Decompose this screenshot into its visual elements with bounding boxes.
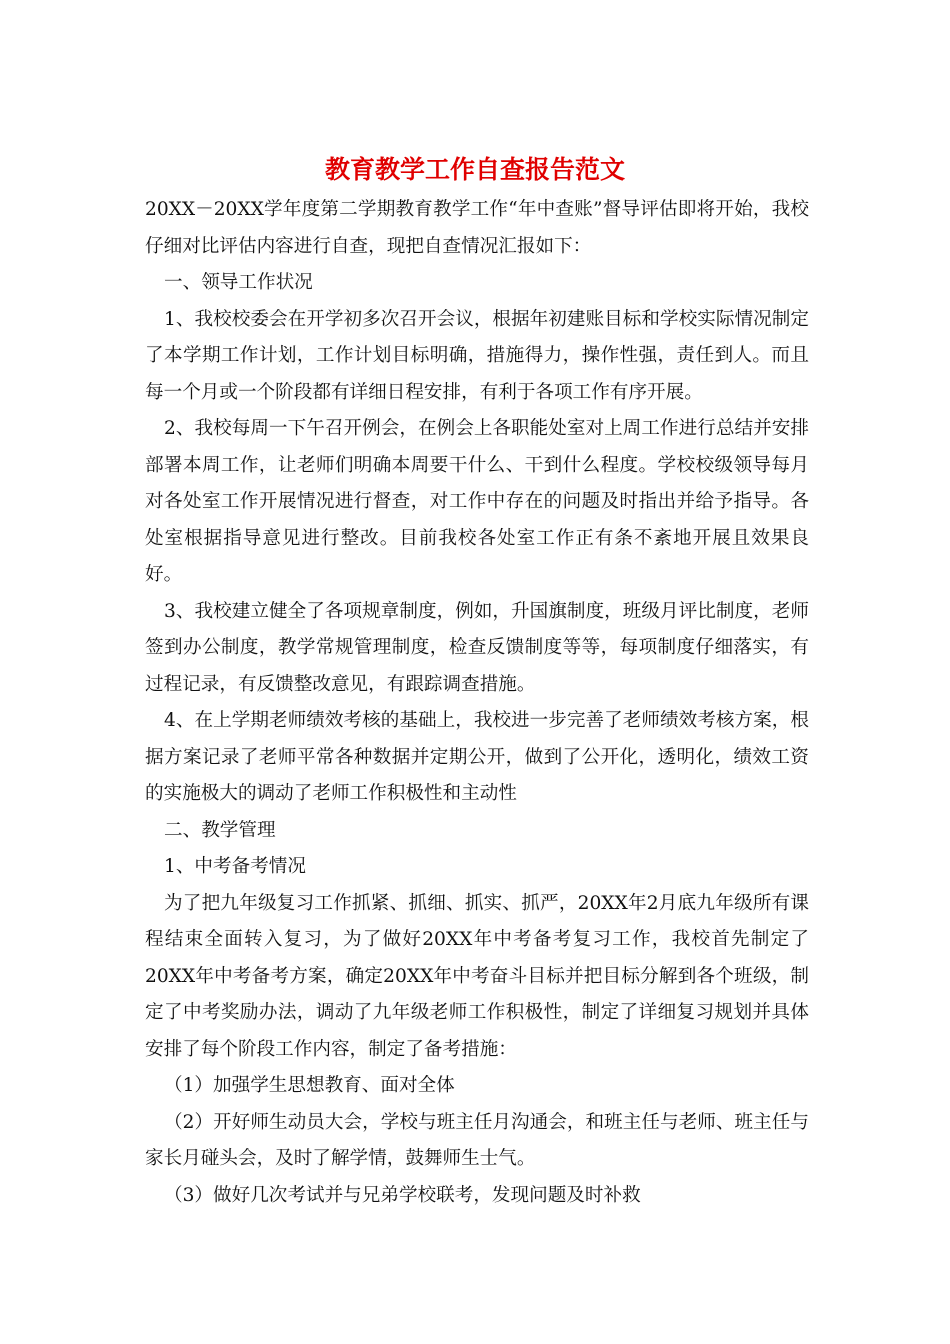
section-heading: 二、教学管理 — [164, 819, 276, 841]
paragraph: 1、我校校委会在开学初多次召开会议，根据年初建账目标和学校实际情况制定了本学期工作计划，工作计划目标明确，措施得力，操作性强，责任到人。而且每一个月或一个阶段都有详细日程安排，有利于各项工作有序开展。 — [145, 308, 809, 403]
document-body — [145, 192, 809, 1214]
paragraph: 4、在上学期老师绩效考核的基础上，我校进一步完善了老师绩效考核方案，根据方案记录了老师平常各种数据并定期公开，做到了公开化，透明化，绩效工资的实施极大的调动了老师工作积极性和主动性 — [145, 710, 809, 804]
list-item: （1）加强学生思想教育、面对全体 — [164, 1075, 455, 1096]
paragraph: 3、我校建立健全了各项规章制度，例如，升国旗制度，班级月评比制度，老师签到办公制度，教学常规管理制度，检查反馈制度等等，每项制度仔细落实，有过程记录，有反馈整改意见，有跟踪调查措施。 — [145, 600, 809, 695]
document-title: 教育教学工作自查报告范文 — [324, 155, 625, 184]
section-heading: 一、领导工作状况 — [164, 272, 313, 293]
paragraph: 20XX－20XX学年度第二学期教育教学工作“年中查账”督导评估即将开始，我校仔细对比评估内容进行自查，现把自查情况汇报如下： — [145, 199, 809, 257]
paragraph: 2、我校每周一下午召开例会，在例会上各职能处室对上周工作进行总结并安排部署本周工作，让老师们明确本周要干什么、干到什么程度。学校校级领导每月对各处室工作开展情况进行督查，对工作中存在的问题及时指出并给予指导。各处室根据指导意见进行整改。目前我校各处室工作正有条不紊地开展且效果良好。 — [145, 418, 809, 585]
subsection-heading: 1、中考备考情况 — [164, 856, 306, 877]
paragraph: 为了把九年级复习工作抓紧、抓细、抓实、抓严，20XX年2月底九年级所有课程结束全面转入复习，为了做好20XX年中考备考复习工作，我校首先制定了20XX年中考备考方案，确定20XX年中考奋斗目标并把目标分解到各个班级，制定了中考奖励办法，调动了九年级老师工作积极性，制定了详细复习规划并具体安排了每个阶段工作内容，制定了备考措施： — [145, 892, 809, 1060]
list-item: （3）做好几次考试并与兄弟学校联考，发现问题及时补救 — [164, 1184, 641, 1206]
list-item: （2）开好师生动员大会，学校与班主任月沟通会，和班主任与老师、班主任与家长月碰头会，及时了解学情，鼓舞师生士气。 — [145, 1111, 809, 1169]
